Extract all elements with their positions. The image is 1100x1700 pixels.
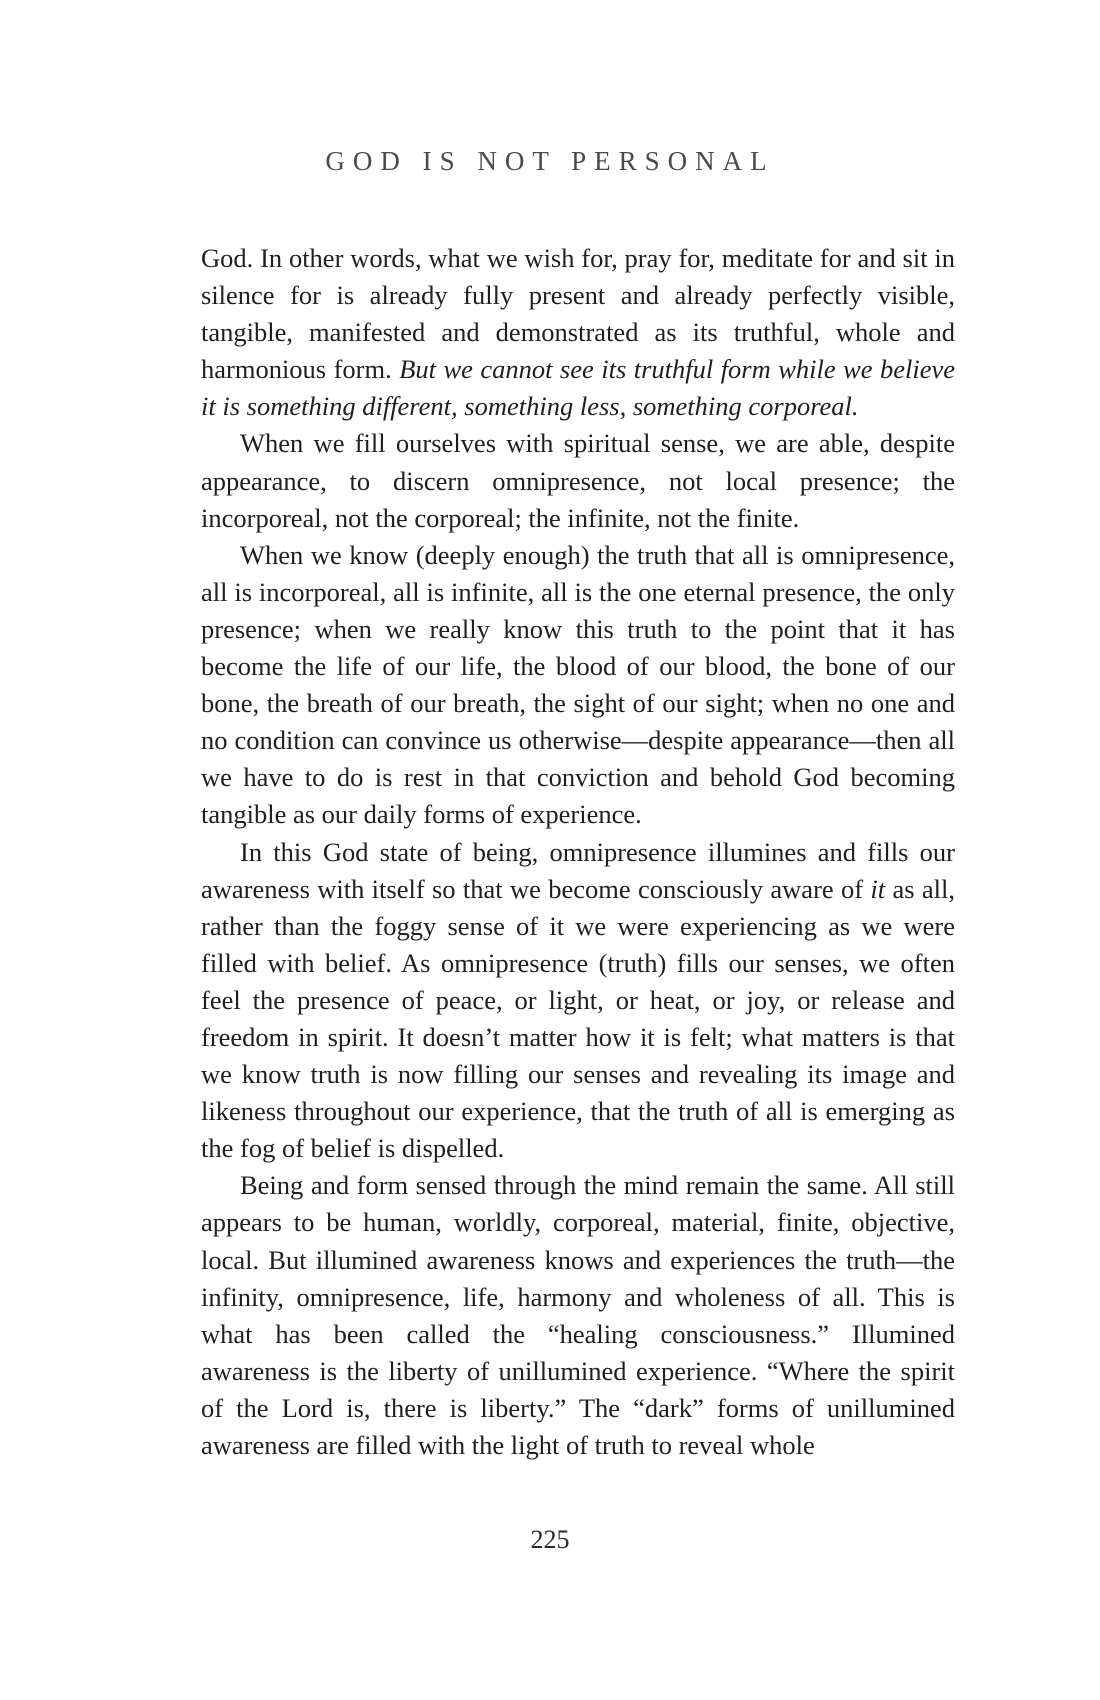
paragraph-text: When we fill ourselves with spiritual sense, we are able, despite appearance, to discern omnipresence, not local presence; the incorporeal, not the corporeal; the infinite, not the finite. [201,428,955,533]
paragraph-3 [201,537,955,834]
paragraph-text: God. In other words, what we wish for, pray for, meditate for and sit in silence for is already fully present and already perfectly visible, tangible, manifested and demonstrated as its truthful, whole and harmonious form. [201,243,955,385]
paragraph-emphasis: it [870,873,886,904]
paragraph-emphasis: But we cannot see its truthful form while we believe it is something different, something less, something corporeal. [201,354,956,422]
paragraph-text: Being and form sensed through the mind remain the same. All still appears to be human, worldly, corporeal, material, finite, objective, local. But illumined awareness knows and experiences the truth—the infinity, omnipresence, life, harmony and wholeness of all. This is what has been called the “healing consciousness.” Illumined awareness is the liberty of unillumined experience. “Where the spirit of the Lord is, there is liberty.” The “dark” forms of unillumined awareness are filled with the light of truth to reveal whole [201,1170,955,1460]
paragraph-text-continued: as all, rather than the foggy sense of it we were experiencing as we were filled with belief. As omnipresence (truth) fills our senses, we often feel the presence of peace, or light, or heat, or joy, or release and freedom in spirit. It doesn’t matter how it is felt; what matters is that we know truth is now filling our senses and revealing its image and likeness throughout our experience, that the truth of all is emerging as the fog of belief is dispelled. [201,873,956,1164]
running-head: GOD IS NOT PERSONAL [325,146,775,176]
paragraph-text: In this God state of being, omnipresence illumines and fills our awareness with itself so that we become consciously aware of [201,836,955,904]
paragraph-5 [201,1167,955,1464]
paragraph-2 [201,425,955,536]
paragraph-4 [201,834,955,1168]
paragraph-text: When we know (deeply enough) the truth that all is omnipresence, all is incorporeal, all is infinite, all is the one eternal presence, the only presence; when we really know this truth to the point that it has become the life of our life, the blood of our blood, the bone of our bone, the breath of our breath, the sight of our sight; when no one and no condition can convince us otherwise—despite appearance—then all we have to do is rest in that conviction and behold God becoming tangible as our daily forms of experience. [201,539,955,830]
body-text [201,240,955,1464]
paragraph-1 [201,240,955,425]
page-number: 225 [530,1525,570,1554]
